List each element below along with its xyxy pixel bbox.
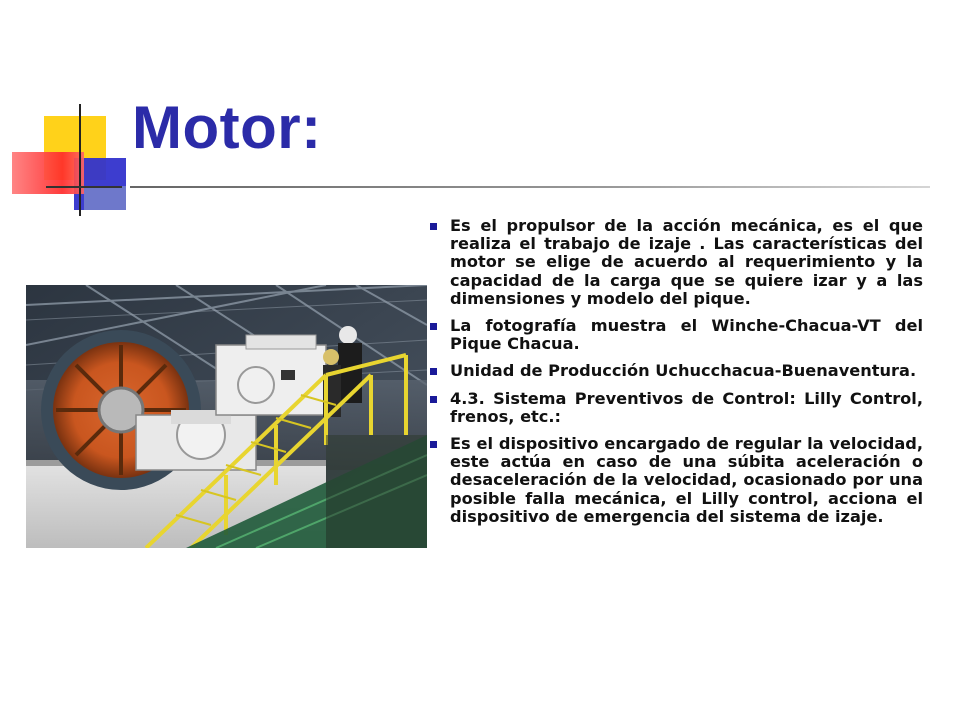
- decor-grey-square: [84, 186, 126, 210]
- bullet-text: Es el dispositivo encargado de regular la velocidad, este actúa en caso de una súbita aceleración o desaceleración de la velocidad, ocasionado por una posible falla mecánica, el Lilly control, acciona el dispositivo de emergencia del sistema de izaje.: [450, 434, 923, 526]
- title-underline: [130, 186, 930, 188]
- bullet-text: La fotografía muestra el Winche-Chacua-VT del Pique Chacua.: [450, 316, 923, 354]
- decor-vertical-line: [79, 104, 81, 216]
- bullet-text: Unidad de Producción Uchucchacua-Buenaventura.: [450, 361, 917, 381]
- slide-title: Motor:: [132, 94, 322, 161]
- decor-horizontal-line: [46, 186, 122, 188]
- list-item: [428, 217, 923, 308]
- bullet-list: [428, 217, 923, 535]
- bullet-square-icon: [430, 396, 437, 403]
- list-item: [428, 390, 923, 426]
- hoist-motor-photo: [26, 285, 427, 548]
- bullet-square-icon: [430, 441, 437, 448]
- list-item: [428, 362, 923, 380]
- list-item: [428, 435, 923, 526]
- bullet-text: 4.3. Sistema Preventivos de Control: Lilly Control, frenos, etc.:: [450, 388, 923, 426]
- bullet-square-icon: [430, 223, 437, 230]
- bullet-square-icon: [430, 323, 437, 330]
- bullet-text: Es el propulsor de la acción mecánica, es el que realiza el trabajo de izaje . Las características del motor se elige de acuerdo al requerimiento y la capacidad de la carga que se quiere izar y a las dimensiones y modelo del pique.: [450, 216, 923, 308]
- bullet-square-icon: [430, 368, 437, 375]
- list-item: [428, 317, 923, 353]
